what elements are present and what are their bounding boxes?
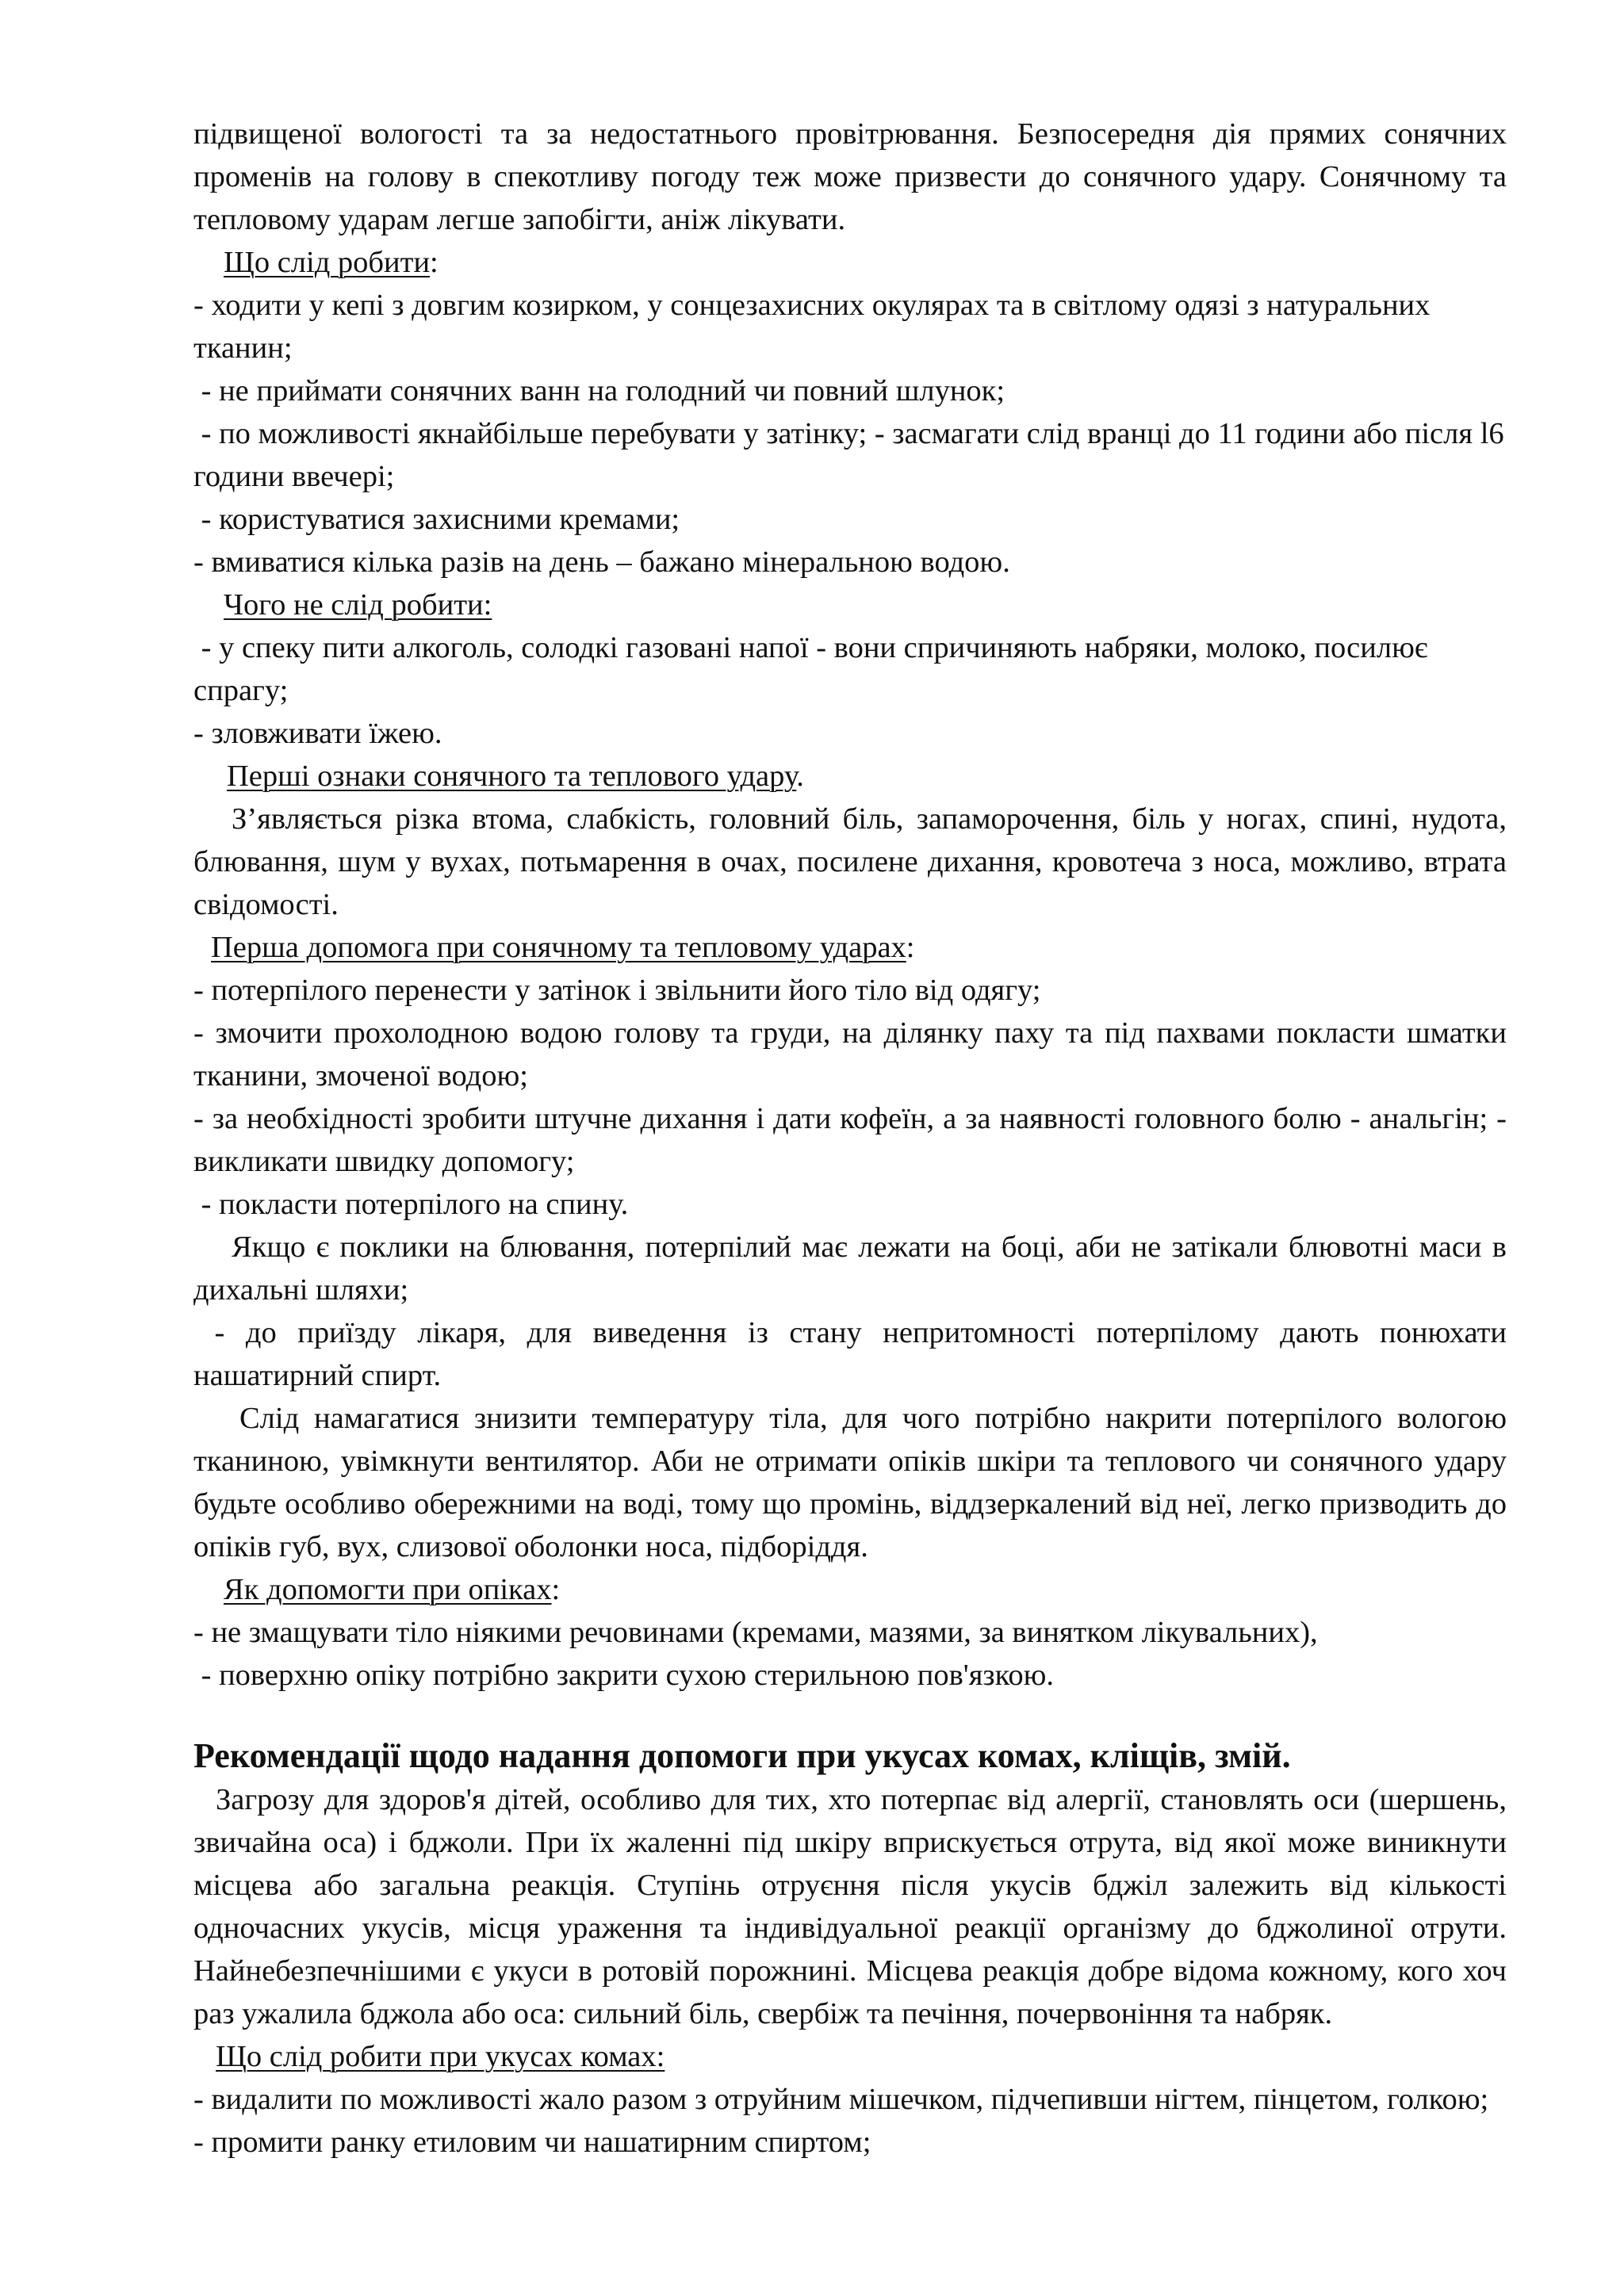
do-heading-colon: : [430,246,439,279]
aid-item: - за необхідності зробити штучне дихання і дати кофеїн, а за наявності головного болю - анальгін; - викликати швидку допомогу; [193,1102,1507,1178]
burns-heading-colon: : [551,1573,561,1606]
dont-heading-label: Чого не слід робити: [224,588,492,622]
wasps-paragraph: Загрозу для здоров'я дітей, особливо для тих, хто потерпає від алергії, становлять оси (шершень, звичайна оса) і бджоли. При їх жаленні під шкіру вприскується отрута, від якої може виникнути місцева або загальна реакція. Ступінь отруєння після укусів бджіл залежить від кількості одночасних укусів, місця ураження та індивідуальної реакції організму до бджолиної отрути. Найнебезпечнішими є укуси в ротовій порожнині. Місцева реакція добре відома кожному, кого хоч раз ужалила бджола або оса: сильний біль, свербіж та печіння, почервоніння та набряк. [193,1783,1507,2030]
dont-item: - зловживати їжею. [193,717,442,750]
section-title: Рекомендації щодо надання допомоги при укусах комах, кліщів, змій. [193,1736,1291,1775]
insects-heading-label: Що слід робити при укусах комах: [216,2040,665,2073]
burns-item: - поверхню опіку потрібно закрити сухою стерильною пов'язкою. [193,1659,1054,1692]
signs-paragraph: З’являється різка втома, слабкість, головний біль, запаморочення, біль у ногах, спині, нудота, блювання, шум у вухах, потьмарення в очах, посилене дихання, кровотеча з носа, можливо, втрата свідомості. [193,802,1507,921]
do-item: - вмиватися кілька разів на день – бажано мінеральною водою. [193,545,1010,579]
do-item: - ходити у кепі з довгим козирком, у сонцезахисних окулярах та в світлому одязі з натуральних тканин; [193,289,1431,365]
do-heading [193,241,1507,284]
document-body [193,113,1515,2164]
aid-item: - покласти потерпілого на спину. [193,1188,629,1221]
intro-paragraph: підвищеної вологості та за недостатнього провітрювання. Безпосередня дія прямих сонячних променів на голову в спекотливу погоду теж може призвести до сонячного удару. Сонячному та тепловому ударам легше запобігти, аніж лікувати. [193,117,1507,236]
ammonia-paragraph: - до приїзду лікаря, для виведення із стану непритомності потерпілому дають понюхати нашатирний спирт. [193,1316,1515,1392]
vomit-paragraph: Якщо є поклики на блювання, потерпілий має лежати на боці, аби не затікали блювотні маси в дихальні шляхи; [193,1230,1507,1307]
aid-heading [193,926,1507,969]
dont-item: - у спеку пити алкоголь, солодкі газовані напої - вони спричиняють набряки, молоко, посилює спрагу; [193,631,1435,707]
insects-item: - видалити по можливості жало разом з отруйним мішечком, підчепивши нігтем, пінцетом, голкою; [193,2083,1489,2116]
aid-heading-colon: : [906,931,915,964]
burns-item: - не змащувати тіло ніякими речовинами (кремами, мазями, за винятком лікувальних), [193,1616,1318,1649]
burns-heading-label: Як допомогти при опіках [224,1573,552,1606]
signs-heading-label: Перші ознаки сонячного та теплового удару [227,760,797,793]
insects-item: - промити ранку етиловим чи нашатирним спиртом; [193,2126,871,2159]
aid-item: - змочити прохолодною водою голову та груди, на ділянку паху та під пахвами покласти шматки тканини, змоченої водою; [193,1016,1507,1093]
do-item: - користуватися захисними кремами; [193,503,680,536]
signs-heading [193,755,1507,798]
insects-heading [193,2035,1507,2078]
signs-heading-period: . [796,760,804,793]
do-item: - не приймати сонячних ванн на голодний чи повний шлунок; [193,374,1005,408]
do-item: - по можливості якнайбільше перебувати у затінку; - засмагати слід вранці до 11 години або після l6 години ввечері; [193,417,1512,493]
temperature-paragraph: Слід намагатися знизити температуру тіла, для чого потрібно накрити потерпілого вологою тканиною, увімкнути вентилятор. Аби не отримати опіків шкіри та теплового чи сонячного удару будьте особливо обережними на воді, тому що промінь, віддзеркалений від неї, легко призводить до опіків губ, вух, слизової оболонки носа, підборіддя. [193,1402,1507,1563]
burns-heading [193,1568,1507,1611]
aid-heading-label: Перша допомога при сонячному та тепловому ударах [211,931,906,964]
do-heading-label: Що слід робити [224,246,431,279]
aid-item: - потерпілого перенести у затінок і звільнити його тіло від одягу; [193,974,1041,1007]
dont-heading [193,584,1507,626]
